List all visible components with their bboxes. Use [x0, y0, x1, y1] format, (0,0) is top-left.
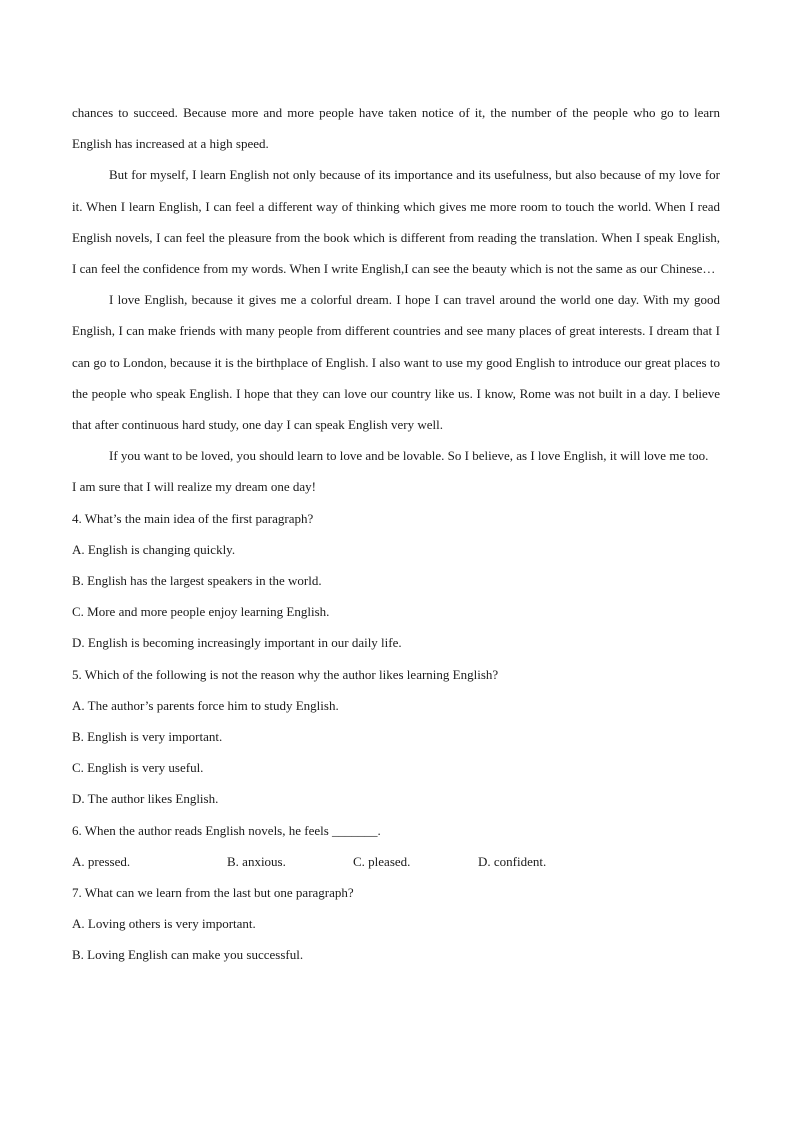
- option-d: D. The author likes English.: [72, 791, 219, 807]
- question-4: [72, 503, 720, 659]
- passage-paragraph-continuation: chances to succeed. Because more and more people have taken notice of it, the number of the people who go to learn English has increased at a high speed.: [72, 105, 720, 152]
- question-stem: 7. What can we learn from the last but one paragraph?: [72, 885, 354, 901]
- option-a: A. English is changing quickly.: [72, 541, 236, 557]
- option-c: C. pleased.: [353, 853, 411, 869]
- question-7: [72, 877, 720, 971]
- option-a: A. Loving others is very important.: [72, 916, 256, 932]
- option-b: B. Loving English can make you successful.: [72, 947, 304, 963]
- document-page: [72, 97, 720, 971]
- options-row: [72, 846, 720, 877]
- option-b: B. anxious.: [227, 853, 286, 869]
- question-stem: 6. When the author reads English novels, he feels _______.: [72, 822, 381, 838]
- option-d: D. English is becoming increasingly important in our daily life.: [72, 635, 402, 651]
- option-a: A. The author’s parents force him to study English.: [72, 697, 339, 713]
- question-6: [72, 815, 720, 877]
- option-c: C. More and more people enjoy learning English.: [72, 604, 330, 620]
- passage-paragraph-dream: I love English, because it gives me a colorful dream. I hope I can travel around the world one day. With my good English, I can make friends with many people from different countries and see many places of great interests. I dream that I can go to London, because it is the birthplace of English. I also want to use my good English to introduce our great places to the people who speak English. I hope that they can love our country like us. I know, Rome was not built in a day. I believe that after continuous hard study, one day I can speak English very well.: [72, 292, 720, 433]
- passage-paragraph-reasons: But for myself, I learn English not only because of its importance and its usefulness, but also because of my love for it. When I learn English, I can feel a different way of thinking which gives me more room to touch the world. When I read English novels, I can feel the pleasure from the book which is different from reading the translation. When I speak English, I can feel the confidence from my words. When I write English,I can see the beauty which is not the same as our Chinese…: [72, 167, 720, 277]
- question-stem: 5. Which of the following is not the reason why the author likes learning English?: [72, 666, 499, 682]
- question-5: [72, 659, 720, 815]
- option-c: C. English is very useful.: [72, 760, 204, 776]
- option-b: B. English is very important.: [72, 729, 223, 745]
- passage-closing-line: I am sure that I will realize my dream one day!: [72, 479, 317, 495]
- option-d: D. confident.: [478, 853, 547, 869]
- option-b: B. English has the largest speakers in the world.: [72, 573, 322, 589]
- question-stem: 4. What’s the main idea of the first paragraph?: [72, 510, 314, 526]
- passage-paragraph-love: If you want to be loved, you should learn to love and be lovable. So I believe, as I love English, it will love me too.: [109, 448, 709, 464]
- option-a: A. pressed.: [72, 853, 131, 869]
